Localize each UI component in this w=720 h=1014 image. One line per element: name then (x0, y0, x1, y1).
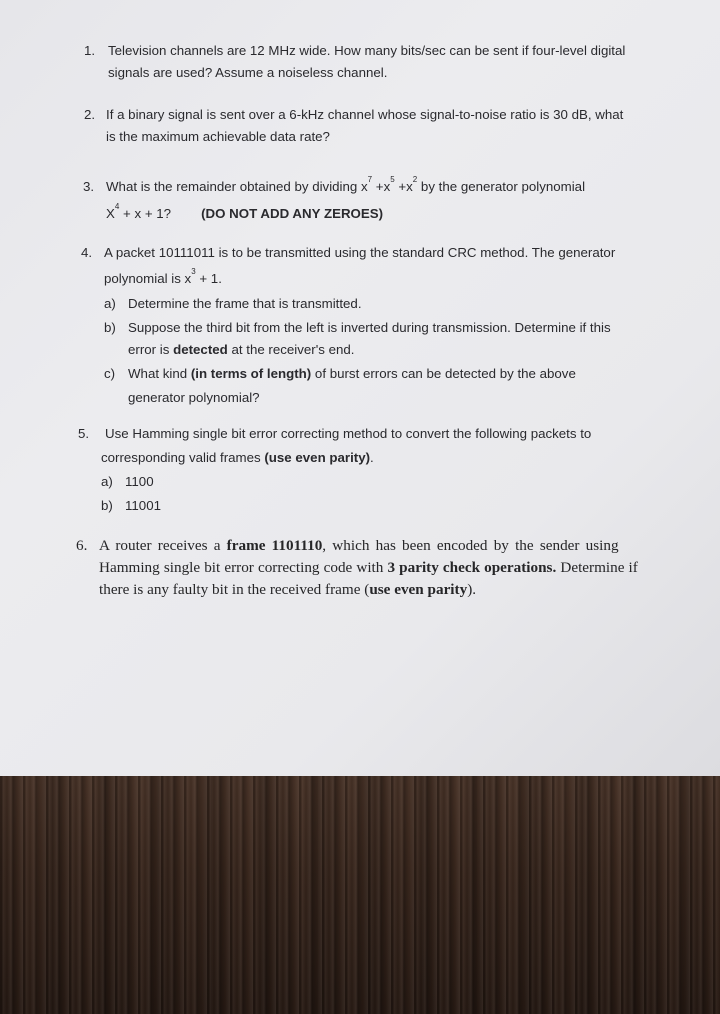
sub-question-b: b) Suppose the third bit from the left is inverted during transmission. Determine if this error is detected at the receiver's end. (104, 320, 611, 357)
question-text-line: polynomial is $x^3 + 1$. (104, 267, 222, 286)
question-5 (78, 422, 591, 518)
sub-question-a: a) Determine the frame that is transmitted. (104, 296, 362, 311)
question-4 (81, 242, 615, 410)
question-text-line: A packet 10111011 is to be transmitted using the standard CRC method. The generator (104, 245, 616, 260)
question-6 (76, 535, 682, 601)
question-2 (84, 104, 623, 148)
question-text-line: Television channels are 12 MHz wide. How many bits/sec can be sent if four-level digital (108, 43, 626, 58)
question-number: 6. (76, 537, 88, 554)
sub-question-c: c) What kind (in terms of length) of burst errors can be detected by the above generator polynomial? (104, 366, 576, 405)
question-1 (84, 40, 625, 84)
sub-question-b: b) 11001 (101, 498, 161, 513)
emphasis-note: (DO NOT ADD ANY ZEROES) (201, 206, 384, 221)
question-3 (83, 172, 585, 226)
question-number: 5. (78, 426, 90, 441)
question-number: 4. (81, 245, 93, 260)
question-text-line: corresponding valid frames (use even parity). (101, 450, 374, 465)
wooden-table-background (0, 776, 720, 1014)
question-text-line: A router receives a frame 1101110, which has been encoded by the sender using (99, 537, 619, 554)
question-text-line: If a binary signal is sent over a 6-kHz channel whose signal-to-noise ratio is 30 dB, what (106, 107, 624, 122)
question-text-line: $X^4 + x + 1$? (DO NOT ADD ANY ZEROES) (106, 202, 384, 221)
question-text-line: is the maximum achievable data rate? (106, 129, 330, 144)
question-number: 2. (84, 107, 96, 122)
question-text-line: What is the remainder obtained by dividing $x^7 +x^5 +x^2$ by the generator polynomial (106, 175, 586, 194)
question-text-line: there is any faulty bit in the received frame (use even parity). (99, 581, 477, 598)
question-number: 1. (84, 43, 96, 58)
question-number: 3. (83, 179, 95, 194)
sub-question-a: a) 1100 (101, 474, 154, 489)
question-text-line: Use Hamming single bit error correcting method to convert the following packets to (105, 426, 592, 441)
question-text-line: Hamming single bit error correcting code with 3 parity check operations. Determine if (99, 559, 638, 576)
question-text-line: signals are used? Assume a noiseless channel. (108, 65, 388, 80)
